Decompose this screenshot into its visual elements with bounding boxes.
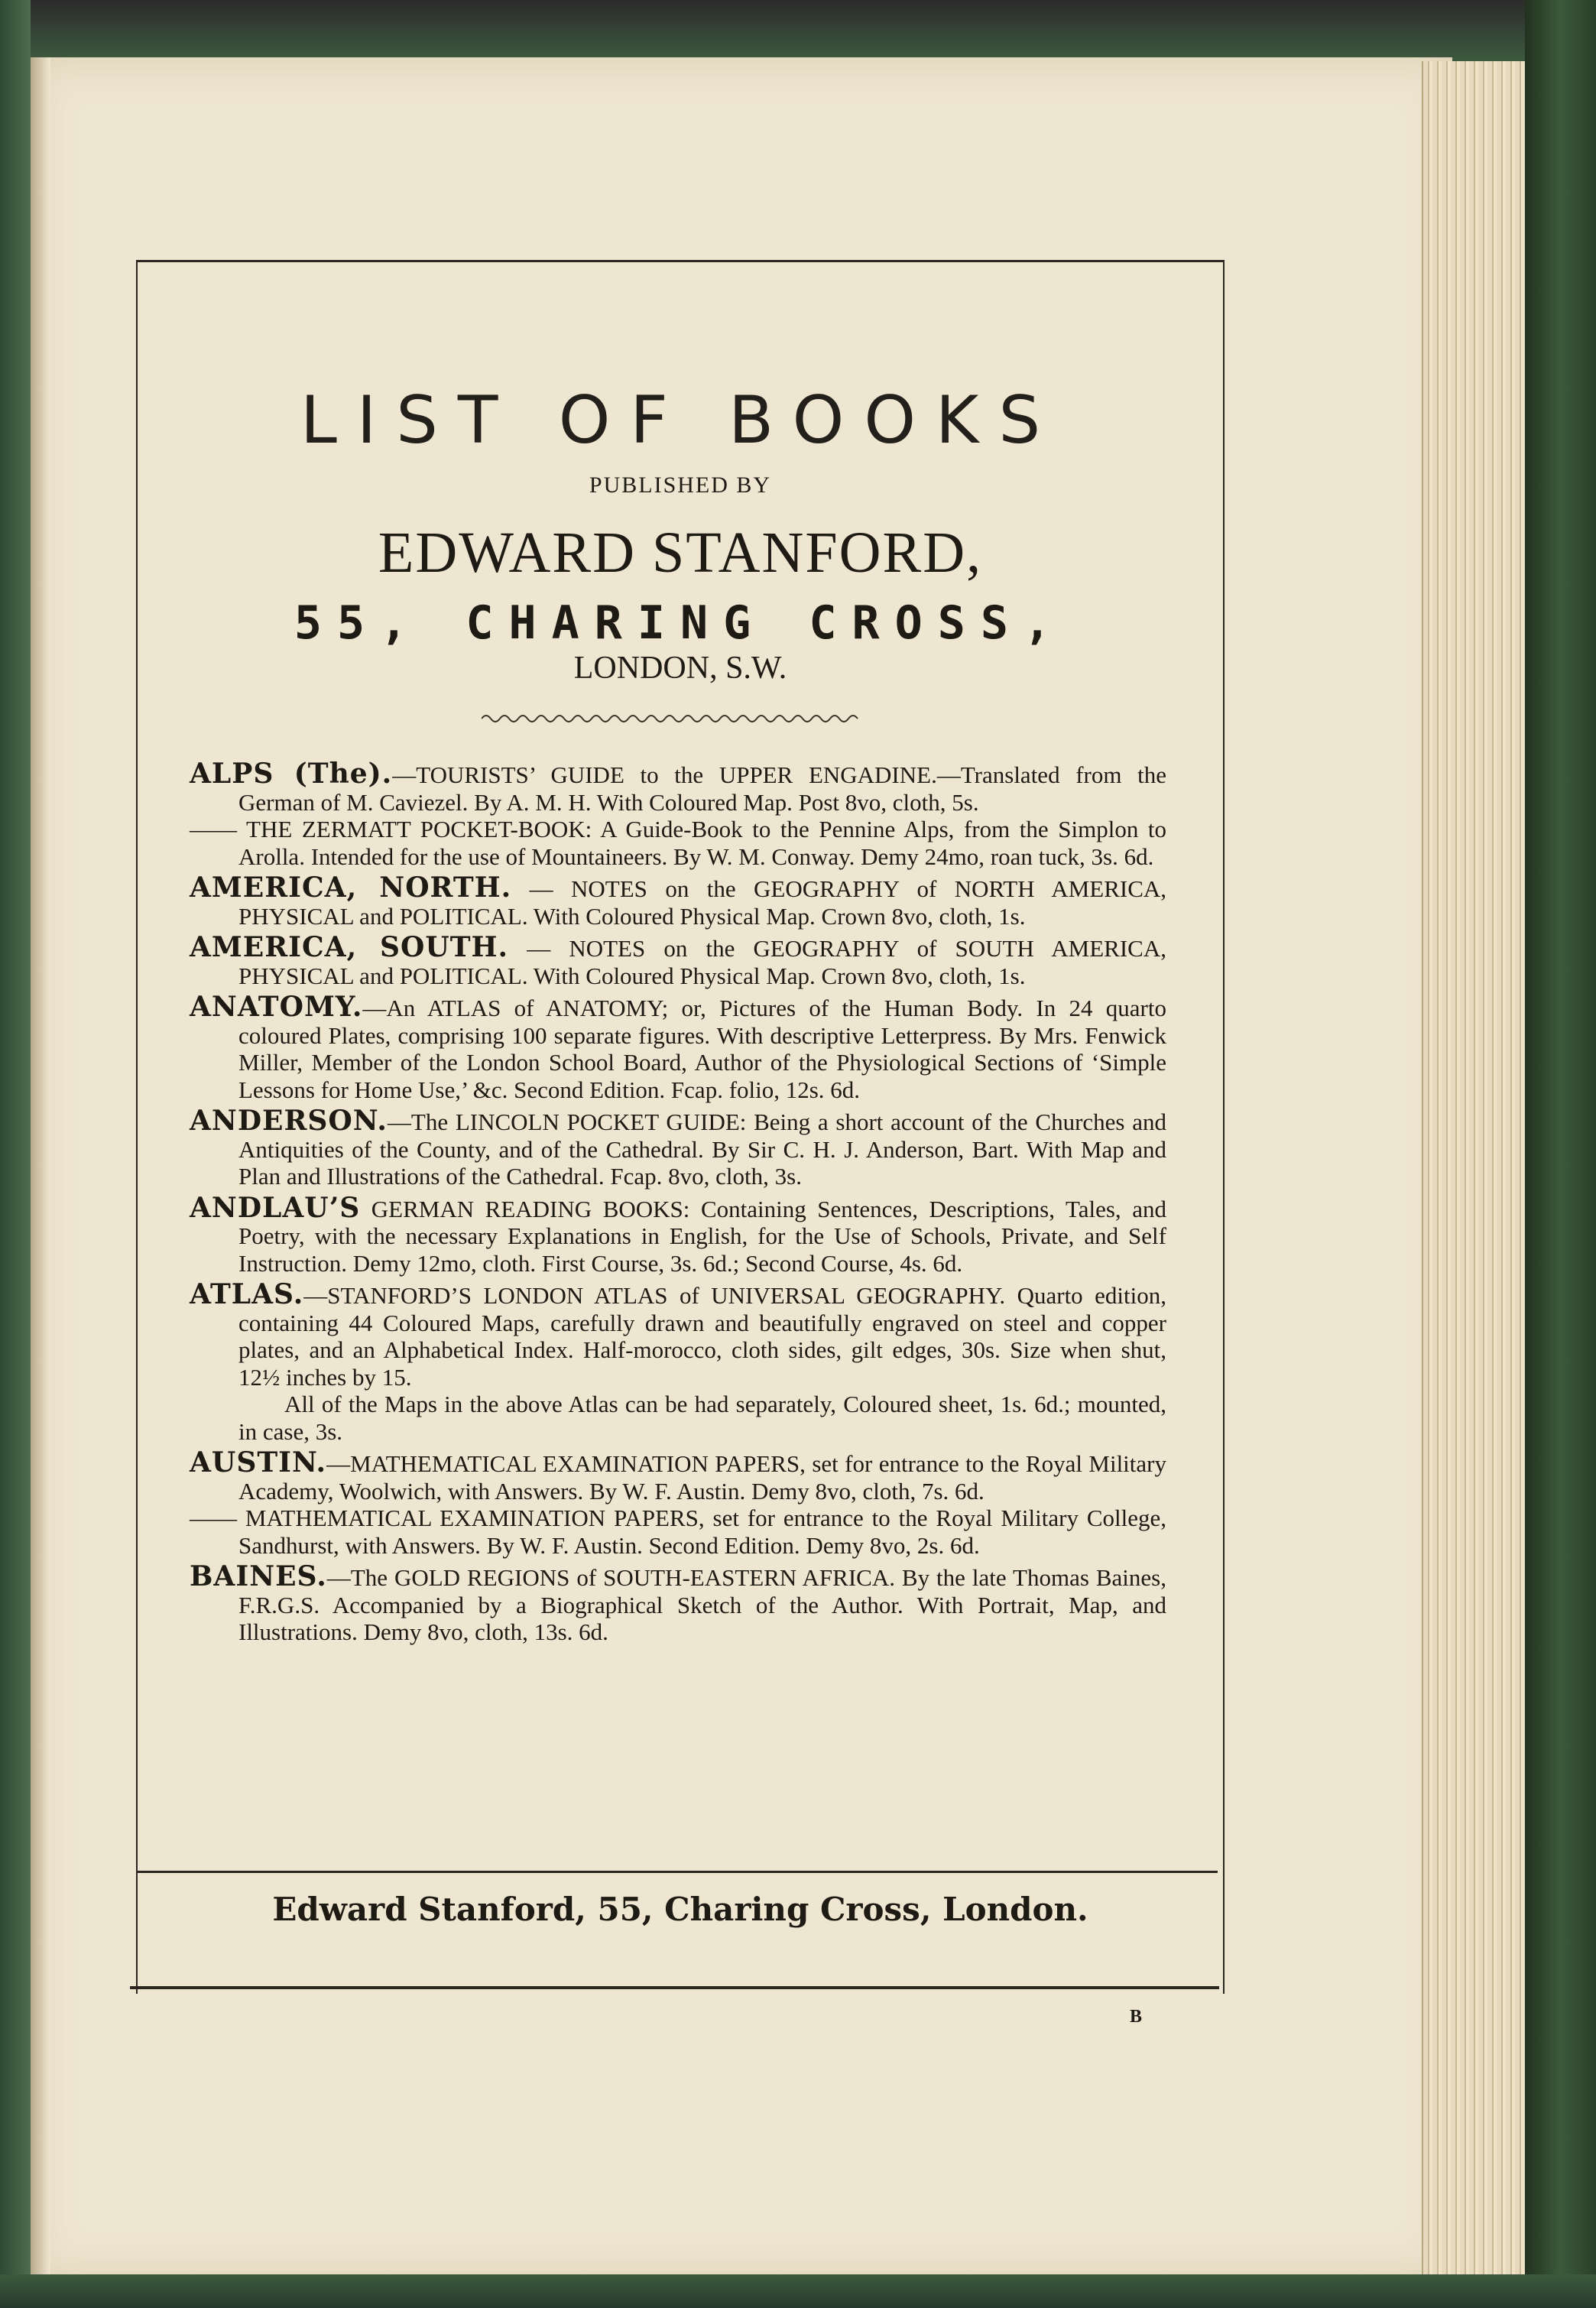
- entry-continuation: —— MATHEMATICAL EXAMINATION PAPERS, set for entrance to the Royal Military College, Sandhurst, with Answers. By W. F. Austin. Second Edition. Demy 8vo, 2s. 6d.: [190, 1505, 1166, 1559]
- entry-heading: AMERICA, SOUTH.: [190, 931, 509, 963]
- footer-bottom-rule: [130, 1986, 1219, 1989]
- entry-text: — NOTES on the GEOGRAPHY of NORTH AMERICA, PHYSICAL and POLITICAL. With Coloured Physical Map. Crown 8vo, cloth, 1s.: [238, 875, 1167, 930]
- book-list: [190, 758, 1167, 1651]
- entry-heading: ALPS (The).: [190, 758, 393, 790]
- entry-text: —The GOLD REGIONS of SOUTH-EASTERN AFRICA. By the late Thomas Baines, F.R.G.S. Accompanied by a Biographical Sketch of the Author. With Portrait, Map, and Illustrations. Demy 8vo, cloth, 13s. 6d.: [238, 1564, 1166, 1645]
- entry-text: GERMAN READING BOOKS: Containing Sentences, Descriptions, Tales, and Poetry, with the necessary Explanations in English, for the Use of Schools, Private, and Self Instruction. Demy 12mo, cloth. First Course, 3s. 6d.; Second Course, 4s. 6d.: [238, 1195, 1166, 1277]
- list-item: [190, 1105, 1166, 1190]
- entry-heading: ATLAS.: [190, 1278, 304, 1310]
- entry-text: —An ATLAS of ANATOMY; or, Pictures of the Human Body. In 24 quarto coloured Plates, comprising 100 separate figures. With descriptive Letterpress. By Mrs. Fenwick Miller, Member of the London School Board, Author of the Physiological Sections of ‘Simple Lessons for Home Use,’ &c. Second Edition. Fcap. folio, 12s. 6d.: [238, 995, 1166, 1103]
- publisher-name: EDWARD STANFORD,: [378, 521, 983, 585]
- book-cover-left: [0, 0, 31, 2308]
- entry-text: —The LINCOLN POCKET GUIDE: Being a short account of the Churches and Antiquities of the County, and of the Cathedral. By Sir C. H. J. Anderson, Bart. With Map and Plan and Illustrations of the Cathedral. Fcap. 8vo, cloth, 3s.: [238, 1109, 1166, 1190]
- list-item: [190, 991, 1166, 1103]
- entry-heading: AUSTIN.: [190, 1446, 327, 1479]
- entry-text: —MATHEMATICAL EXAMINATION PAPERS, set for entrance to the Royal Military Academy, Woolwich, with Answers. By W. F. Austin. Demy 8vo, cloth, 7s. 6d.: [238, 1450, 1166, 1505]
- entry-heading: AMERICA, NORTH.: [190, 872, 512, 904]
- page-title: LIST OF BOOKS: [300, 382, 1061, 459]
- footer-address: Edward Stanford, 55, Charing Cross, London.: [272, 1891, 1088, 1928]
- wavy-flourish-divider: [482, 711, 864, 726]
- book-cover-right: [1525, 0, 1596, 2308]
- entry-heading: ANDLAU’S: [190, 1191, 361, 1224]
- page-edges: [1422, 61, 1530, 2278]
- entry-text: — NOTES on the GEOGRAPHY of SOUTH AMERICA, PHYSICAL and POLITICAL. With Coloured Physical Map. Crown 8vo, cloth, 1s.: [238, 935, 1166, 989]
- entry-heading: ANATOMY.: [190, 991, 363, 1023]
- list-item: [190, 1560, 1166, 1646]
- list-item: [190, 872, 1167, 930]
- publisher-street: 55, CHARING CROSS,: [294, 596, 1067, 650]
- entry-heading: BAINES.: [190, 1560, 327, 1592]
- entry-text: —STANFORD’S LONDON ATLAS of UNIVERSAL GEOGRAPHY. Quarto edition, containing 44 Coloured Maps, carefully drawn and beautifully engraved on steel and copper plates, and an Alphabetical Index. Half-morocco, cloth sides, gilt edges, 30s. Size when shut, 12½ inches by 15.: [238, 1282, 1166, 1391]
- entry-heading: ANDERSON.: [190, 1105, 388, 1137]
- list-item: [190, 758, 1166, 870]
- signature-mark: B: [1130, 2007, 1143, 2027]
- entry-text: —TOURISTS’ GUIDE to the UPPER ENGADINE.—Translated from the German of M. Caviezel. By A. M. H. With Coloured Map. Post 8vo, cloth, 5s.: [238, 761, 1166, 816]
- entry-note: All of the Maps in the above Atlas can be had separately, Coloured sheet, 1s. 6d.; mounted, in case, 3s.: [238, 1391, 1166, 1445]
- publisher-city: LONDON, S.W.: [573, 651, 787, 686]
- page-gutter: [31, 57, 50, 2278]
- entry-continuation: —— THE ZERMATT POCKET-BOOK: A Guide-Book to the Pennine Alps, from the Simplon to Arolla. Intended for the use of Mountaineers. By W. M. Conway. Demy 24mo, roan tuck, 3s. 6d.: [190, 816, 1166, 870]
- footer-rule: [136, 1871, 1218, 1873]
- book-cover-bottom: [0, 2274, 1596, 2308]
- published-by-line: PUBLISHED BY: [589, 472, 772, 498]
- list-item: [190, 1278, 1166, 1445]
- list-item: [190, 1191, 1166, 1277]
- book-cover-top: [0, 0, 1596, 61]
- list-item: [190, 931, 1166, 989]
- list-item: [190, 1446, 1166, 1559]
